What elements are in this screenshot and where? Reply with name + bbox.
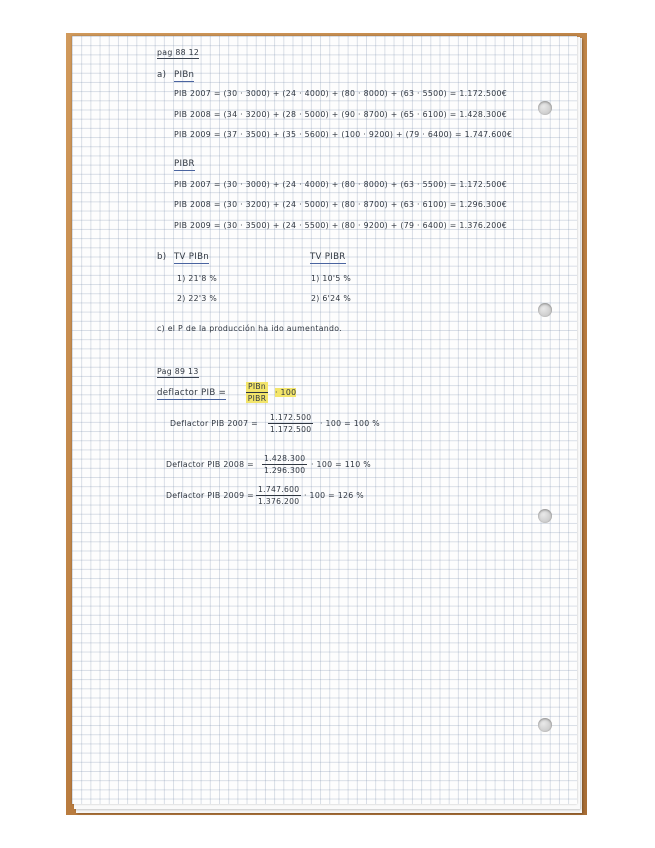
pibn-line: PIB 2009 = (37 · 3500) + (35 · 5600) + (100 · 9200) + (79 · 6400) = 1.747.600€: [174, 130, 513, 139]
tv-pibn-item: 1) 21'8 %: [177, 274, 218, 283]
deflactor-row-result: · 100 = 126 %: [304, 491, 364, 500]
part-a-label: a): [157, 70, 167, 80]
deflactor-row-label: Deflactor PIB 2008 =: [166, 460, 254, 469]
pibr-line: PIB 2008 = (30 · 3200) + (24 · 5000) + (80 · 8700) + (63 · 6100) = 1.296.300€: [174, 200, 507, 209]
deflactor-row-fraction: [268, 413, 313, 434]
deflactor-formula-fraction: [246, 382, 268, 403]
deflactor-row-label: Deflactor PIB 2007 =: [170, 419, 258, 428]
pibr-line: PIB 2007 = (30 · 3000) + (24 · 4000) + (80 · 8000) + (63 · 5500) = 1.172.500€: [174, 180, 507, 189]
pibr-title: PIBR: [174, 159, 195, 169]
deflactor-row-fraction: [262, 454, 307, 475]
deflactor-row-result: · 100 = 110 %: [311, 460, 371, 469]
formula-numerator: PIBn: [248, 382, 267, 391]
deflactor-formula-tail: · 100: [275, 388, 297, 397]
tv-pibn-title: TV PIBn: [174, 252, 210, 262]
tv-pibr-item: 2) 6'24 %: [311, 294, 352, 303]
pibr-line: PIB 2009 = (30 · 3500) + (24 · 5500) + (80 · 9200) + (79 · 6400) = 1.376.200€: [174, 221, 507, 230]
fraction-denominator: 1.172.500: [270, 425, 312, 434]
page-reference: Pag 89 13: [157, 367, 199, 376]
deflactor-row-fraction: [256, 485, 301, 506]
formula-denominator: PIBR: [247, 394, 267, 403]
fraction-denominator: 1.376.200: [258, 497, 300, 506]
pibn-title: PIBn: [174, 70, 195, 80]
fraction-numerator: 1.428.300: [264, 454, 306, 463]
fraction-denominator: 1.296.300: [264, 466, 306, 475]
deflactor-formula-label: deflactor PIB =: [157, 388, 227, 398]
page-reference: pag 88 12: [157, 48, 200, 57]
deflactor-row-result: · 100 = 100 %: [320, 419, 380, 428]
punch-hole-icon: [538, 509, 552, 523]
tv-pibr-item: 1) 10'5 %: [311, 274, 352, 283]
tv-pibn-item: 2) 22'3 %: [177, 294, 218, 303]
pibn-line: PIB 2007 = (30 · 3000) + (24 · 4000) + (80 · 8000) + (63 · 5500) = 1.172.500€: [174, 89, 507, 98]
part-c-text: c) el P de la producción ha ido aumentando.: [157, 324, 343, 333]
punch-hole-icon: [538, 303, 552, 317]
fraction-numerator: 1.172.500: [270, 413, 312, 422]
fraction-numerator: 1.747.600: [258, 485, 300, 494]
tv-pibr-title: TV PIBR: [310, 252, 346, 262]
deflactor-row-label: Deflactor PIB 2009 =: [166, 491, 254, 500]
punch-hole-icon: [538, 718, 552, 732]
pibn-line: PIB 2008 = (34 · 3200) + (28 · 5000) + (90 · 8700) + (65 · 6100) = 1.428.300€: [174, 110, 507, 119]
punch-hole-icon: [538, 101, 552, 115]
part-b-label: b): [157, 252, 167, 262]
